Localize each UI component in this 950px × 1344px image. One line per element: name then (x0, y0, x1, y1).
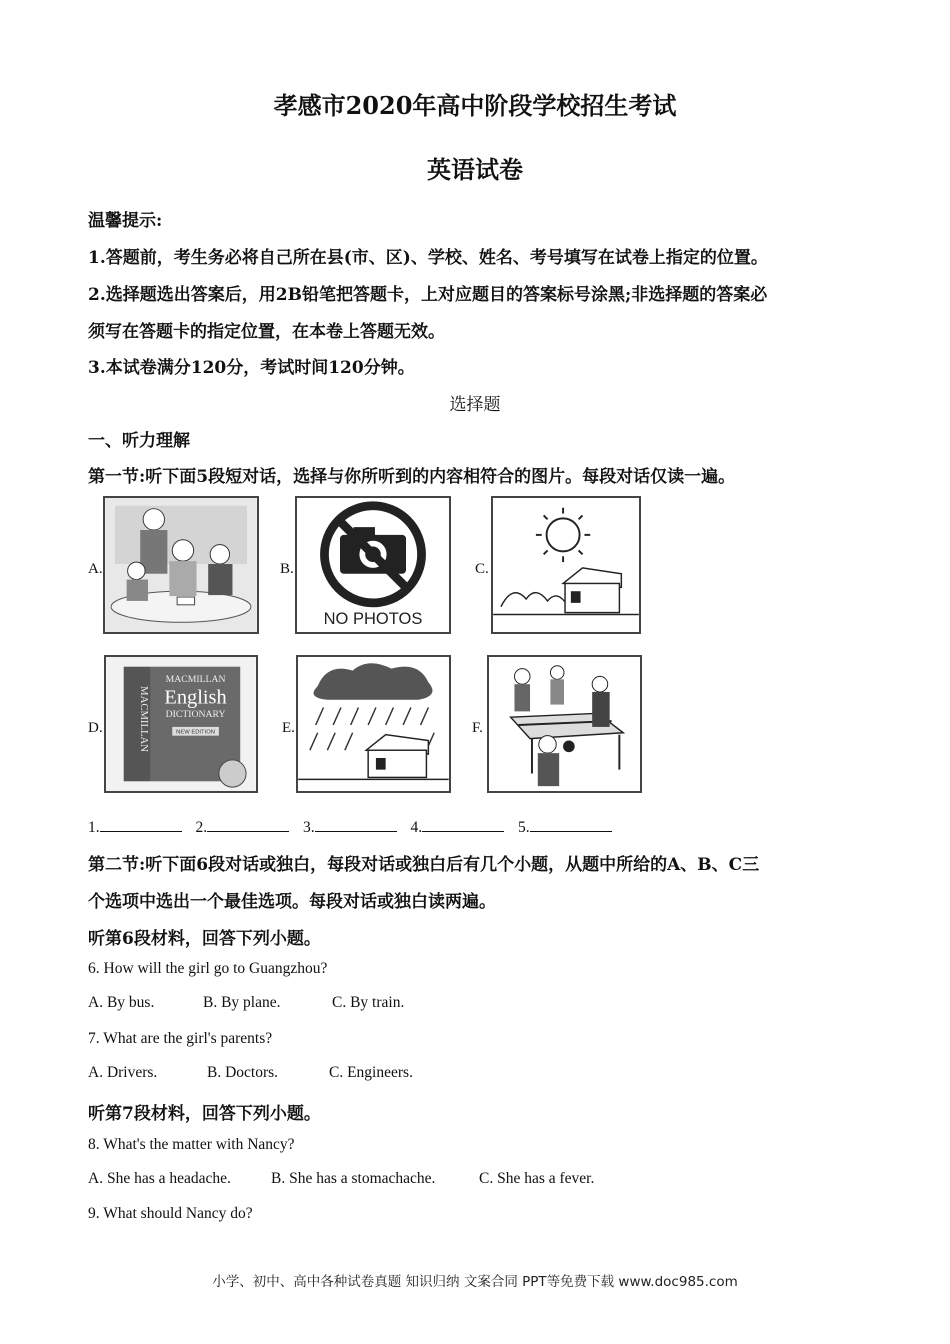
answer-blank-3[interactable] (315, 817, 397, 832)
question-6-stem: 6. How will the girl go to Guangzhou? (88, 960, 328, 977)
answer-blank-4[interactable] (422, 817, 504, 832)
picture-label-f: F. (472, 720, 483, 736)
page-footer: 小学、初中、高中各种试卷真题 知识归纳 文案合同 PPT等免费下载 www.doc985.com (212, 1274, 738, 1290)
question-8-option-c: C. She has a fever. (479, 1170, 595, 1187)
blank-label-4: 4. (410, 819, 423, 836)
material-7-heading: 听第7段材料，回答下列小题。 (88, 1104, 321, 1124)
picture-label-c: C. (475, 561, 489, 577)
question-8-option-b: B. She has a stomachache. (271, 1170, 436, 1187)
choice-heading: 选择题 (449, 395, 501, 415)
picture-label-e: E. (282, 720, 295, 736)
answer-blank-5[interactable] (530, 817, 612, 832)
notice-item-2a: 2.选择题选出答案后，用2B铅笔把答题卡，上对应题目的答案标号涂黑;非选择题的答案必 (88, 285, 768, 305)
picture-e-rainy-house (296, 655, 451, 793)
dictionary-spine: MACMILLAN (138, 686, 151, 752)
question-6-option-b: B. By plane. (203, 994, 281, 1011)
blank-label-1: 1. (88, 819, 100, 836)
picture-label-d: D. (88, 720, 103, 736)
answer-blank-2[interactable] (207, 817, 289, 832)
blank-label-5: 5. (518, 819, 530, 836)
notice-heading: 温馨提示: (88, 211, 163, 231)
question-7-option-b: B. Doctors. (207, 1064, 279, 1081)
question-7-option-a: A. Drivers. (88, 1064, 158, 1081)
section-2-instruction-2: 个选项中选出一个最佳选项。每段对话或独白读两遍。 (88, 892, 496, 912)
notice-item-3: 3.本试卷满分120分，考试时间120分钟。 (88, 358, 415, 378)
dictionary-title-english: English (164, 686, 227, 709)
question-7-stem: 7. What are the girl's parents? (88, 1030, 273, 1047)
picture-f-table-tennis (487, 655, 642, 793)
part-1-heading: 一、听力理解 (88, 431, 190, 451)
section-1-instruction: 第一节:听下面5段短对话，选择与你所听到的内容相符合的图片。每段对话仅读一遍。 (88, 467, 736, 487)
picture-a-family-restaurant (103, 496, 259, 634)
blank-label-2: 2. (195, 819, 208, 836)
dictionary-title-dictionary: DICTIONARY (165, 709, 226, 721)
question-6-option-c: C. By train. (332, 994, 405, 1011)
picture-d-dictionary (104, 655, 258, 793)
notice-item-1: 1.答题前，考生务必将自己所在县(市、区)、学校、姓名、考号填写在试卷上指定的位置。 (88, 248, 768, 268)
page-subtitle: 英语试卷 (427, 155, 523, 184)
dictionary-edition: NEW EDITION (176, 729, 215, 736)
no-photos-text: NO PHOTOS (323, 610, 423, 629)
blank-label-3: 3. (303, 819, 315, 836)
picture-label-a: A. (88, 561, 103, 577)
question-7-option-c: C. Engineers. (329, 1064, 413, 1081)
picture-b-no-photos-sign (295, 496, 451, 634)
question-8-option-a: A. She has a headache. (88, 1170, 231, 1187)
question-8-stem: 8. What's the matter with Nancy? (88, 1136, 295, 1153)
section-2-instruction-1: 第二节:听下面6段对话或独白，每段对话或独白后有几个小题，从题中所给的A、B、C三 (88, 855, 760, 875)
picture-c-sunny-house (491, 496, 641, 634)
material-6-heading: 听第6段材料，回答下列小题。 (88, 929, 321, 949)
picture-label-b: B. (280, 561, 294, 577)
answer-blank-1[interactable] (100, 817, 182, 832)
dictionary-brand: MACMILLAN (165, 674, 226, 686)
notice-item-2b: 须写在答题卡的指定位置，在本卷上答题无效。 (88, 322, 445, 342)
question-6-option-a: A. By bus. (88, 994, 155, 1011)
question-9-stem: 9. What should Nancy do? (88, 1205, 253, 1222)
answer-blanks-row (88, 817, 622, 837)
page-title: 孝感市2020年高中阶段学校招生考试 (273, 91, 677, 120)
